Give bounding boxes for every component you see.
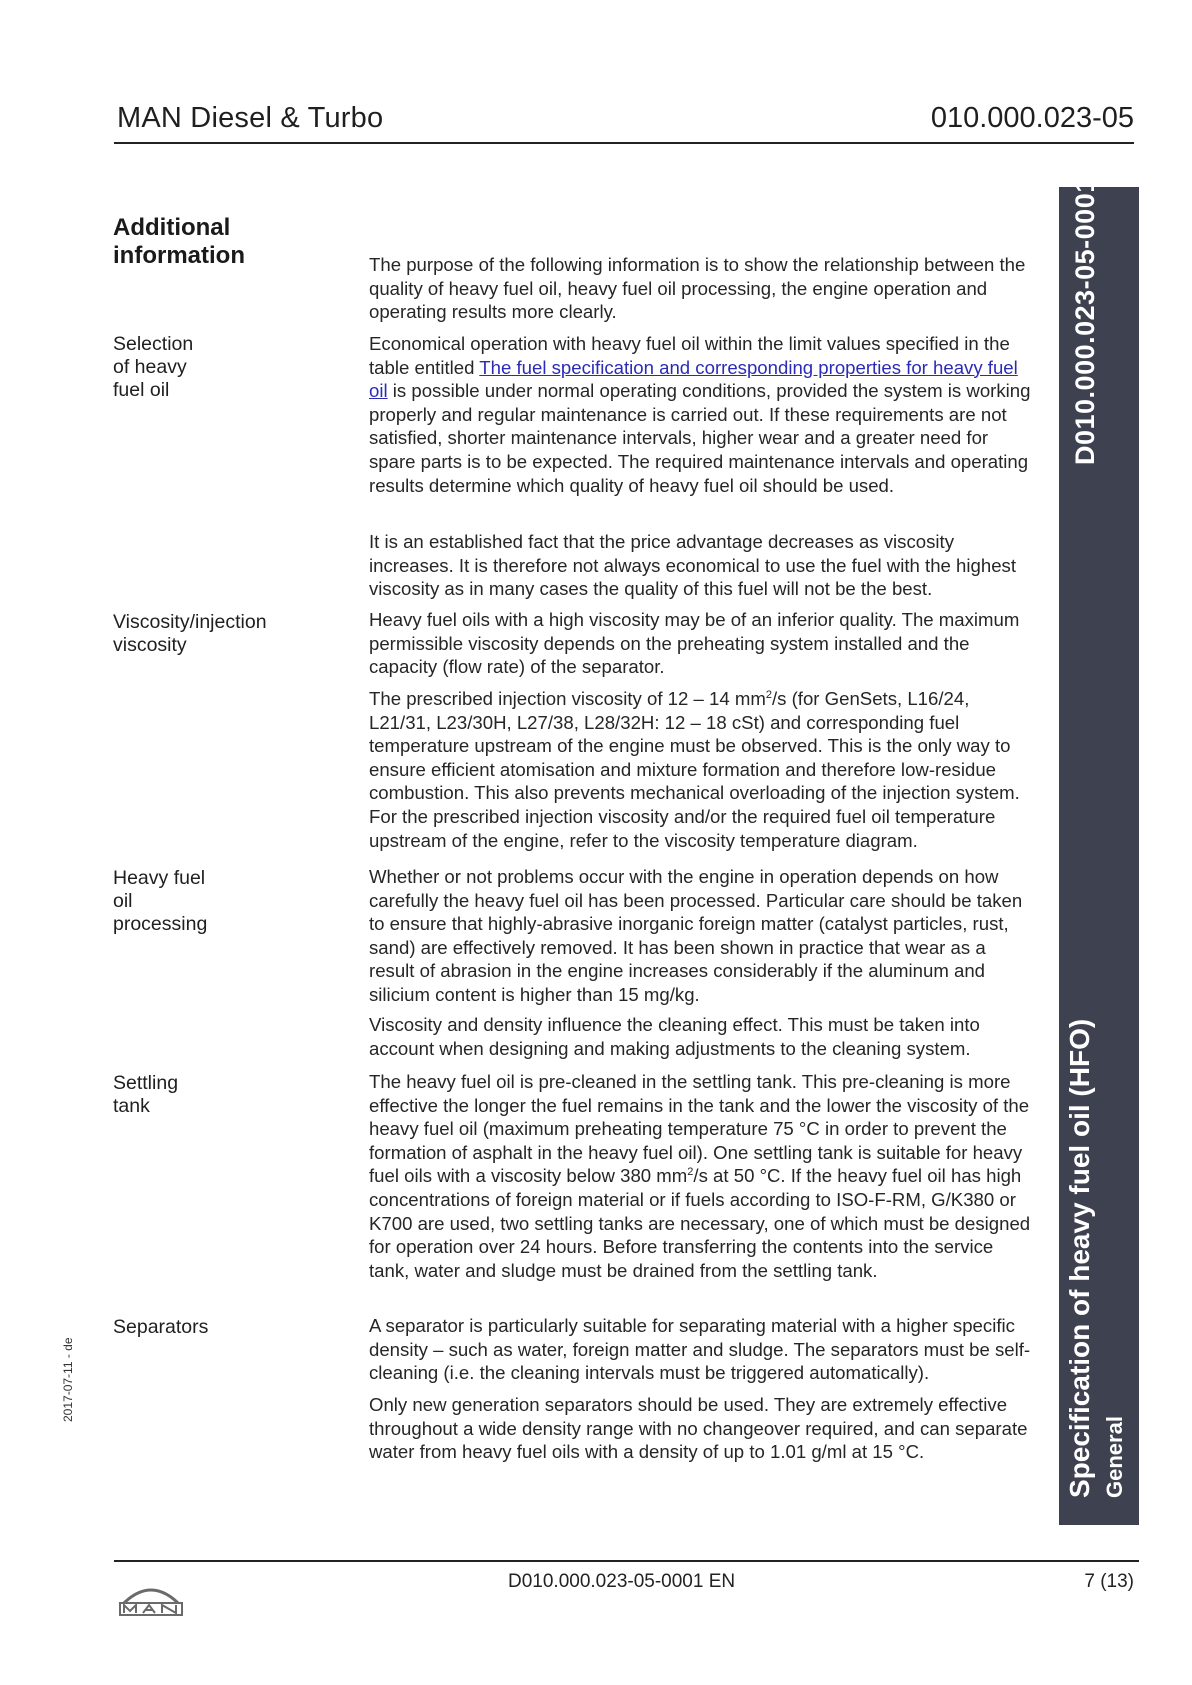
paragraph-intro: The purpose of the following information is to show the relationship between the quality of heavy fuel oil, heavy fuel oil processing, the engine operation and operating results more clearly.: [369, 254, 1026, 323]
page-number: 7 (13): [1084, 1571, 1134, 1592]
section-title: Additional information: [113, 214, 245, 269]
sidebar-doc-code: D010.000.023-05-0001: [1070, 177, 1100, 465]
paragraph-selection-2: It is an established fact that the price advantage decreases as viscosity increases. It is therefore not always economical to use the fuel with the highest viscosity as in many cases the quality of this fuel will not be the best.: [369, 531, 1016, 600]
paragraph-settling-text-b: /s at 50 °C. If the heavy fuel oil has high concentrations of foreign material or if fuels according to ISO-F-RM, G/K380 or K700 are used, two settling tanks are necessary, one of which must be designed for operation over 24 hours. Before transferring the contents into the service tank, water and sludge must be drained from the settling tank.: [369, 1165, 1031, 1281]
paragraph-settling-text-a: The heavy fuel oil is pre-cleaned in the settling tank. This pre-cleaning is more effective the longer the fuel remains in the tank and the lower the viscosity of the heavy fuel oil (maximum preheating temperature 75 °C in order to prevent the formation of asphalt in the heavy fuel oil). One settling tank is suitable for heavy fuel oils with a viscosity below 380 mm: [369, 1071, 1030, 1187]
footer-reference: D010.000.023-05-0001 EN: [508, 1571, 736, 1592]
paragraph-viscosity-2-text-b: /s (for GenSets, L16/24, L21/31, L23/30H, L27/38, L28/32H: 12 – 18 cSt) and corresponding fuel temperature upstream of the engine must be observed. This is the only way to ensure efficient atomisation and mixture formation and therefore low-residue combustion. This also prevents mechanical overloading of the injection system. For the prescribed injection viscosity and/or the required fuel oil temperature upstream of the engine, refer to the viscosity temperature diagram.: [369, 688, 1020, 851]
label-settling: Settling tank: [113, 1072, 179, 1117]
paragraph-viscosity-2-text-a: The prescribed injection viscosity of 12 – 14 mm: [369, 688, 766, 709]
brand-name: MAN Diesel & Turbo: [117, 102, 384, 134]
margin-date: 2017-07-11 - de: [61, 1337, 75, 1422]
paragraph-separators-2: Only new generation separators should be used. They are extremely effective throughout a wide density range with no changeover required, and can separate water from heavy fuel oils with a density of up to 1.01 g/ml at 15 °C.: [369, 1394, 1028, 1463]
sidebar-title: Specification of heavy fuel oil (HFO): [1064, 1018, 1095, 1498]
label-separators: Separators: [113, 1316, 209, 1338]
paragraph-processing-1: Whether or not problems occur with the engine in operation depends on how carefully the heavy fuel oil has been processed. Particular care should be taken to ensure that highly-abrasive inorganic foreign matter (catalyst particles, rust, sand) are effectively removed. It has been shown in practice that wear as a result of abrasion in the engine increases considerably if the aluminum and silicium content is higher than 15 mg/kg.: [369, 866, 1023, 1005]
paragraph-selection-1: [369, 332, 1034, 497]
page-header: [114, 96, 1134, 144]
paragraph-selection-1-text-b: is possible under normal operating conditions, provided the system is working properly and regular maintenance is carried out. If these requirements are not satisfied, shorter maintenance intervals, higher wear and a greater need for spare parts is to be expected. The required maintenance intervals and operating results determine which quality of heavy fuel oil should be used.: [369, 380, 1031, 496]
fuel-specification-link[interactable]: The fuel specification and corresponding properties for heavy fuel oil: [369, 356, 1018, 402]
paragraph-processing-2: Viscosity and density influence the cleaning effect. This must be taken into account when designing and making adjustments to the cleaning system.: [369, 1014, 980, 1059]
paragraph-separators-1: A separator is particularly suitable for separating material with a higher specific density – such as water, foreign matter and sludge. The separators must be self-cleaning (i.e. the cleaning intervals must be triggered automatically).: [369, 1315, 1031, 1384]
label-processing: Heavy fuel oil processing: [113, 867, 208, 935]
footer-divider: [114, 1560, 1139, 1562]
paragraph-viscosity-1: Heavy fuel oils with a high viscosity may be of an inferior quality. The maximum permissible viscosity depends on the preheating system installed and the capacity (flow rate) of the separator.: [369, 609, 1020, 678]
man-logo-icon: [118, 1578, 184, 1618]
paragraph-selection-1-text-a: Economical operation with heavy fuel oil within the limit values specified in the table entitled: [369, 333, 1010, 378]
paragraph-settling: [369, 1070, 1034, 1282]
label-selection: Selection of heavy fuel oil: [113, 333, 194, 401]
superscript: 2: [687, 1166, 694, 1179]
superscript: 2: [765, 688, 772, 701]
document-number: 010.000.023-05: [930, 102, 1134, 134]
label-viscosity: Viscosity/injection viscosity: [113, 611, 267, 656]
sidebar-subtitle: General: [1102, 1416, 1127, 1498]
paragraph-viscosity-2: [369, 687, 1034, 852]
